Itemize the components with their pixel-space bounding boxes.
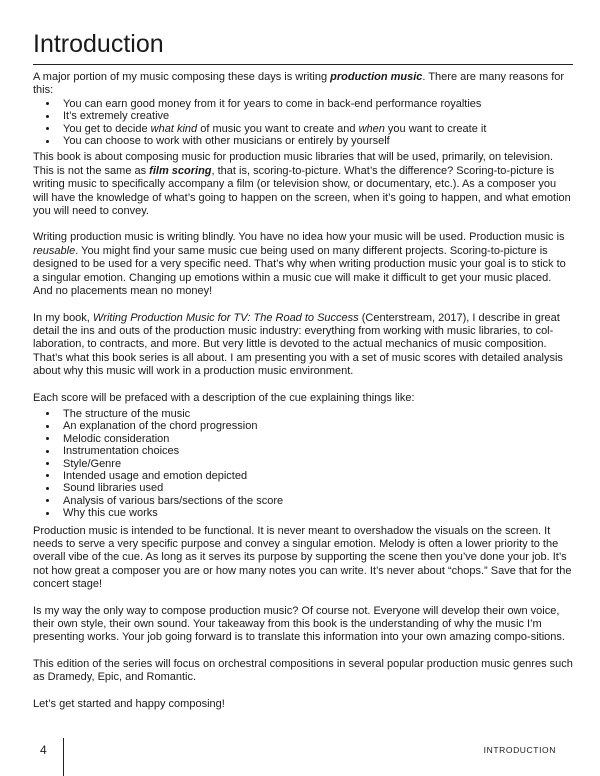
paragraph-text: This book is about composing music for production music libraries that will be used, primarily, on television. This is not the same as [33,151,554,177]
list-item-emphasis: what kind [150,122,198,135]
paragraph-text: (Centerstream, 2017), I describe in great detail the ins and outs of the production music industry: everything from working with music libraries, to col-laboration, to contracts, and more. But very little is devoted to the actual mechanics of music composition. That’s what this book series is all about. I am presenting you with a set of music scores with detailed analysis about why this music will work in a production music environment. [33,311,563,378]
list-item: Analysis of various bars/sections of the score [63,495,573,507]
list-item: Style/Genre [63,458,573,470]
paragraph-text: . You might find your same music cue being used on many different projects. Scoring-to-picture is designed to be used for a very specific need. That’s why when writing production music your goal is to stick to a singular emotion. Changing up emotions within a music cue will make it difficult to get your music placed. And no placements mean no money! [33,244,566,298]
intro-paragraph [33,71,573,98]
paragraph-functional: Production music is intended to be functional. It is never meant to overshadow the visuals on the screen. It needs to serve a very specific purpose and convey a singular emotion. Melody is often a lower priority to the overall vibe of the cue. As long as it serves its purpose by supporting the scene then you’ve done your job. It’s not how great a composer you are or how many notes you can write. It’s never about “chops.” Save that for the concert stage! [33,524,572,591]
paragraph-emphasis: film scoring [149,164,212,177]
reasons-list [33,98,573,148]
paragraph-film-scoring [33,151,573,218]
list-item: The structure of the music [63,408,573,420]
footer-divider [63,738,64,776]
list-item: You can earn good money from it for years to come in back-end performance royalties [63,98,573,110]
intro-emphasis: production music [330,71,423,83]
paragraph-writing-blindly [33,231,573,298]
list-item [63,123,573,135]
paragraph-closing: Let’s get started and happy composing! [33,697,225,710]
list-item-text: you want to create it [384,122,487,135]
cue-description-list [33,408,573,520]
page-title: Introduction [33,28,573,65]
paragraph-only-way: Is my way the only way to compose production music? Of course not. Everyone will develop their own voice, their own style, their own sound. Your takeaway from this book is the understanding of why the music I’m presenting works. Your job going forward is to translate this information into your own amazing compo-sitions. [33,604,565,644]
paragraph-text: , that is, scoring-to-picture. What’s the difference? Scoring-to-picture is writing music to specifically accompany a film (or television show, or documentary, etc.). As a composer you will have the knowledge of what’s going to happen on the screen, when it’s going to happen, and what emotion you will need to convey. [33,164,571,218]
list-item: Why this cue works [63,507,573,519]
list-item: Sound libraries used [63,482,573,494]
paragraph-each-score: Each score will be prefaced with a description of the cue explaining things like: [33,391,415,404]
paragraph-my-book [33,312,573,379]
list-item: It’s extremely creative [63,110,573,122]
list-item-emphasis: when [358,122,385,135]
list-item: Instrumentation choices [63,445,573,457]
list-item-text: of music you want to create and [197,122,359,135]
paragraph-text: In my book, [33,311,93,324]
list-item: You can choose to work with other musicians or entirely by yourself [63,135,573,147]
paragraph-edition: This edition of the series will focus on orchestral compositions in several popular production music genres such as Dramedy, Epic, and Romantic. [33,657,573,684]
book-title: Writing Production Music for TV: The Road to Success [92,311,359,324]
paragraph-text: Writing production music is writing blindly. You have no idea how your music will be used. Production music is [33,231,565,244]
page-number: 4 [40,743,47,757]
intro-text: A major portion of my music composing these days is writing [33,71,331,83]
list-item: Intended usage and emotion depicted [63,470,573,482]
page-body [33,28,573,711]
list-item: An explanation of the chord progression [63,420,573,432]
paragraph-emphasis: reusable [33,244,76,257]
list-item-text: You get to decide [63,122,151,135]
running-footer: INTRODUCTION [483,745,556,755]
intro-text-end: . There are many reasons for this: [33,71,565,97]
list-item: Melodic consideration [63,433,573,445]
